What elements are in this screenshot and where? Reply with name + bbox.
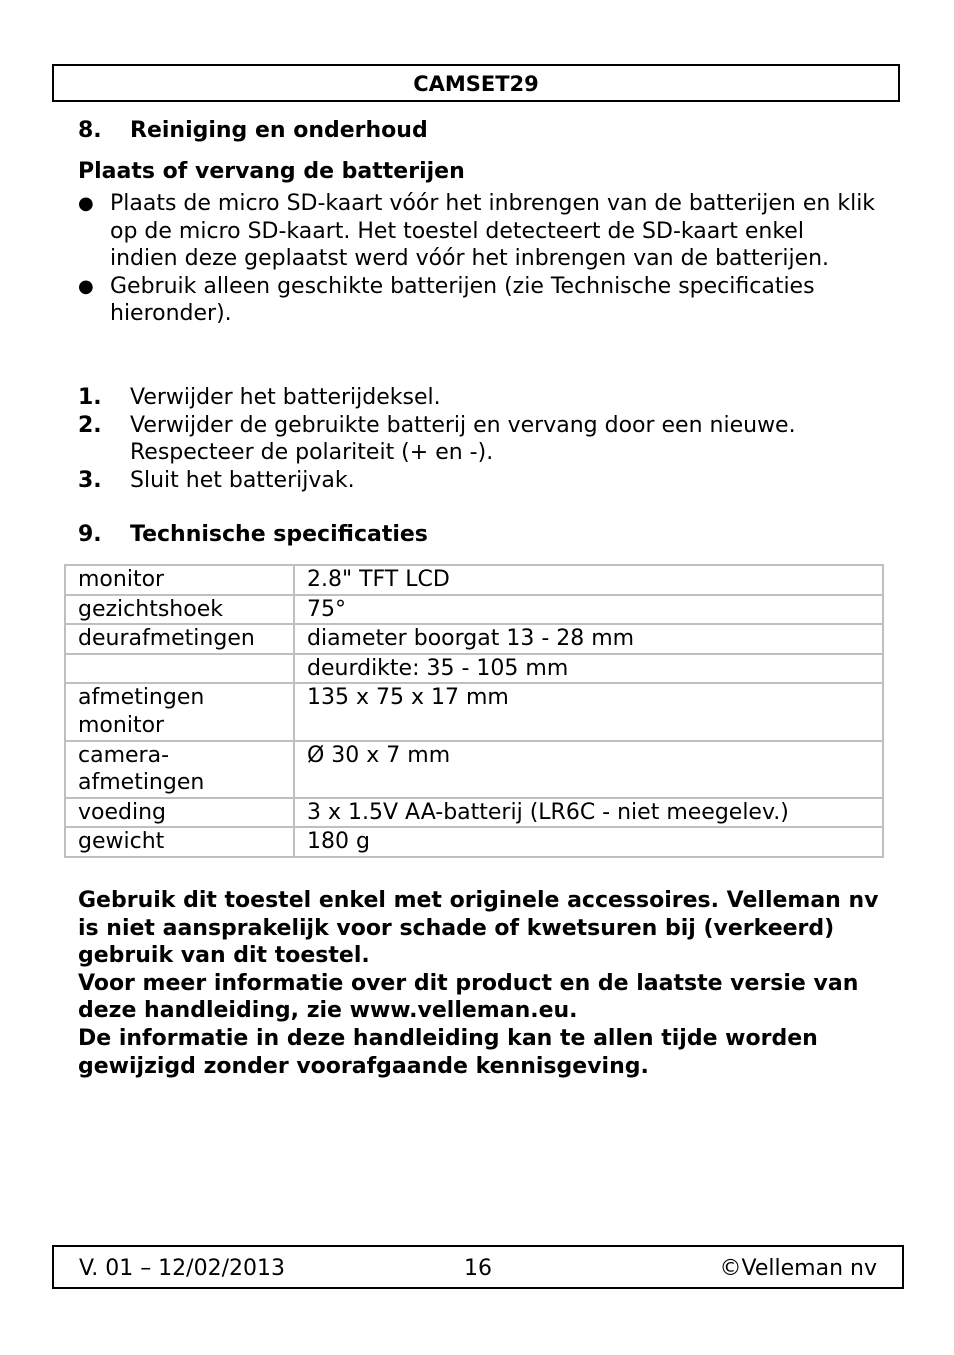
table-row — [65, 827, 883, 857]
spec-value: 2.8" TFT LCD — [294, 565, 883, 595]
table-row — [65, 683, 883, 740]
bullet-icon: ● — [78, 275, 94, 297]
list-item — [78, 190, 878, 273]
table-row — [65, 798, 883, 828]
step-text: Verwijder de gebruikte batterij en vervang door een nieuwe. Respecteer de polariteit (+ en -). — [130, 412, 796, 466]
spec-key: camera-afmetingen — [65, 741, 294, 798]
table-row — [65, 654, 883, 684]
footer-copyright: ©Velleman nv — [719, 1256, 877, 1281]
subheading-batteries: Plaats of vervang de batterijen — [78, 159, 465, 184]
spec-table — [64, 564, 884, 858]
section-9-title: Technische specificaties — [130, 522, 428, 547]
table-row — [65, 741, 883, 798]
step-number: 2. — [78, 412, 102, 438]
spec-value: 3 x 1.5V AA-batterij (LR6C - niet meegelev.) — [294, 798, 883, 828]
spec-key: deurafmetingen — [65, 624, 294, 654]
section-8-heading — [78, 117, 428, 145]
step-item — [78, 467, 878, 495]
notice-paragraph: Gebruik dit toestel enkel met originele accessoires. Velleman nv is niet aansprakelijk voor schade of kwetsuren bij (verkeerd) gebruik van dit toestel. — [78, 888, 879, 969]
bullet-icon: ● — [78, 193, 94, 214]
spec-key: gezichtshoek — [65, 595, 294, 625]
spec-value: 75° — [294, 595, 883, 625]
battery-steps-list — [78, 384, 878, 494]
step-number: 1. — [78, 385, 102, 410]
step-item — [78, 412, 878, 467]
spec-key: monitor — [65, 565, 294, 595]
step-text: Sluit het batterijvak. — [130, 467, 355, 493]
table-row — [65, 595, 883, 625]
table-row — [65, 624, 883, 654]
spec-key: afmetingen monitor — [65, 683, 294, 740]
section-8-number: 8. — [78, 118, 102, 143]
header-title: CAMSET29 — [413, 72, 539, 96]
footer-page-number: 16 — [464, 1256, 492, 1281]
step-text: Verwijder het batterijdeksel. — [130, 385, 441, 410]
section-9-heading — [78, 521, 428, 549]
footer-version: V. 01 – 12/02/2013 — [79, 1256, 285, 1281]
spec-value: 135 x 75 x 17 mm — [294, 683, 883, 740]
bullet-text: Plaats de micro SD-kaart vóór het inbrengen van de batterijen en klik op de micro SD-kaart. Het toestel detecteert de SD-kaart enkel indien deze geplaatst werd vóór het inbrengen van de batterijen. — [110, 191, 876, 272]
step-number: 3. — [78, 467, 102, 493]
step-item — [78, 384, 878, 412]
battery-bullet-list — [78, 190, 878, 328]
spec-key: voeding — [65, 798, 294, 828]
spec-value: 180 g — [294, 827, 883, 857]
table-row — [65, 565, 883, 595]
spec-value: deurdikte: 35 - 105 mm — [294, 654, 883, 684]
spec-value: diameter boorgat 13 - 28 mm — [294, 624, 883, 654]
section-8-title: Reiniging en onderhoud — [130, 118, 428, 143]
document-header — [52, 64, 900, 102]
notice-paragraph: Voor meer informatie over dit product en de laatste versie van deze handleiding, zie www.velleman.eu. — [78, 970, 859, 1024]
section-9-number: 9. — [78, 522, 102, 547]
bullet-text: Gebruik alleen geschikte batterijen (zie Technische specificaties hieronder). — [110, 273, 815, 327]
disclaimer-notice — [78, 887, 888, 1080]
spec-value: Ø 30 x 7 mm — [294, 741, 883, 798]
spec-key — [65, 654, 294, 684]
spec-key: gewicht — [65, 827, 294, 857]
document-footer — [52, 1245, 904, 1289]
list-item — [78, 273, 878, 328]
notice-paragraph: De informatie in deze handleiding kan te allen tijde worden gewijzigd zonder voorafgaande kennisgeving. — [78, 1025, 818, 1079]
